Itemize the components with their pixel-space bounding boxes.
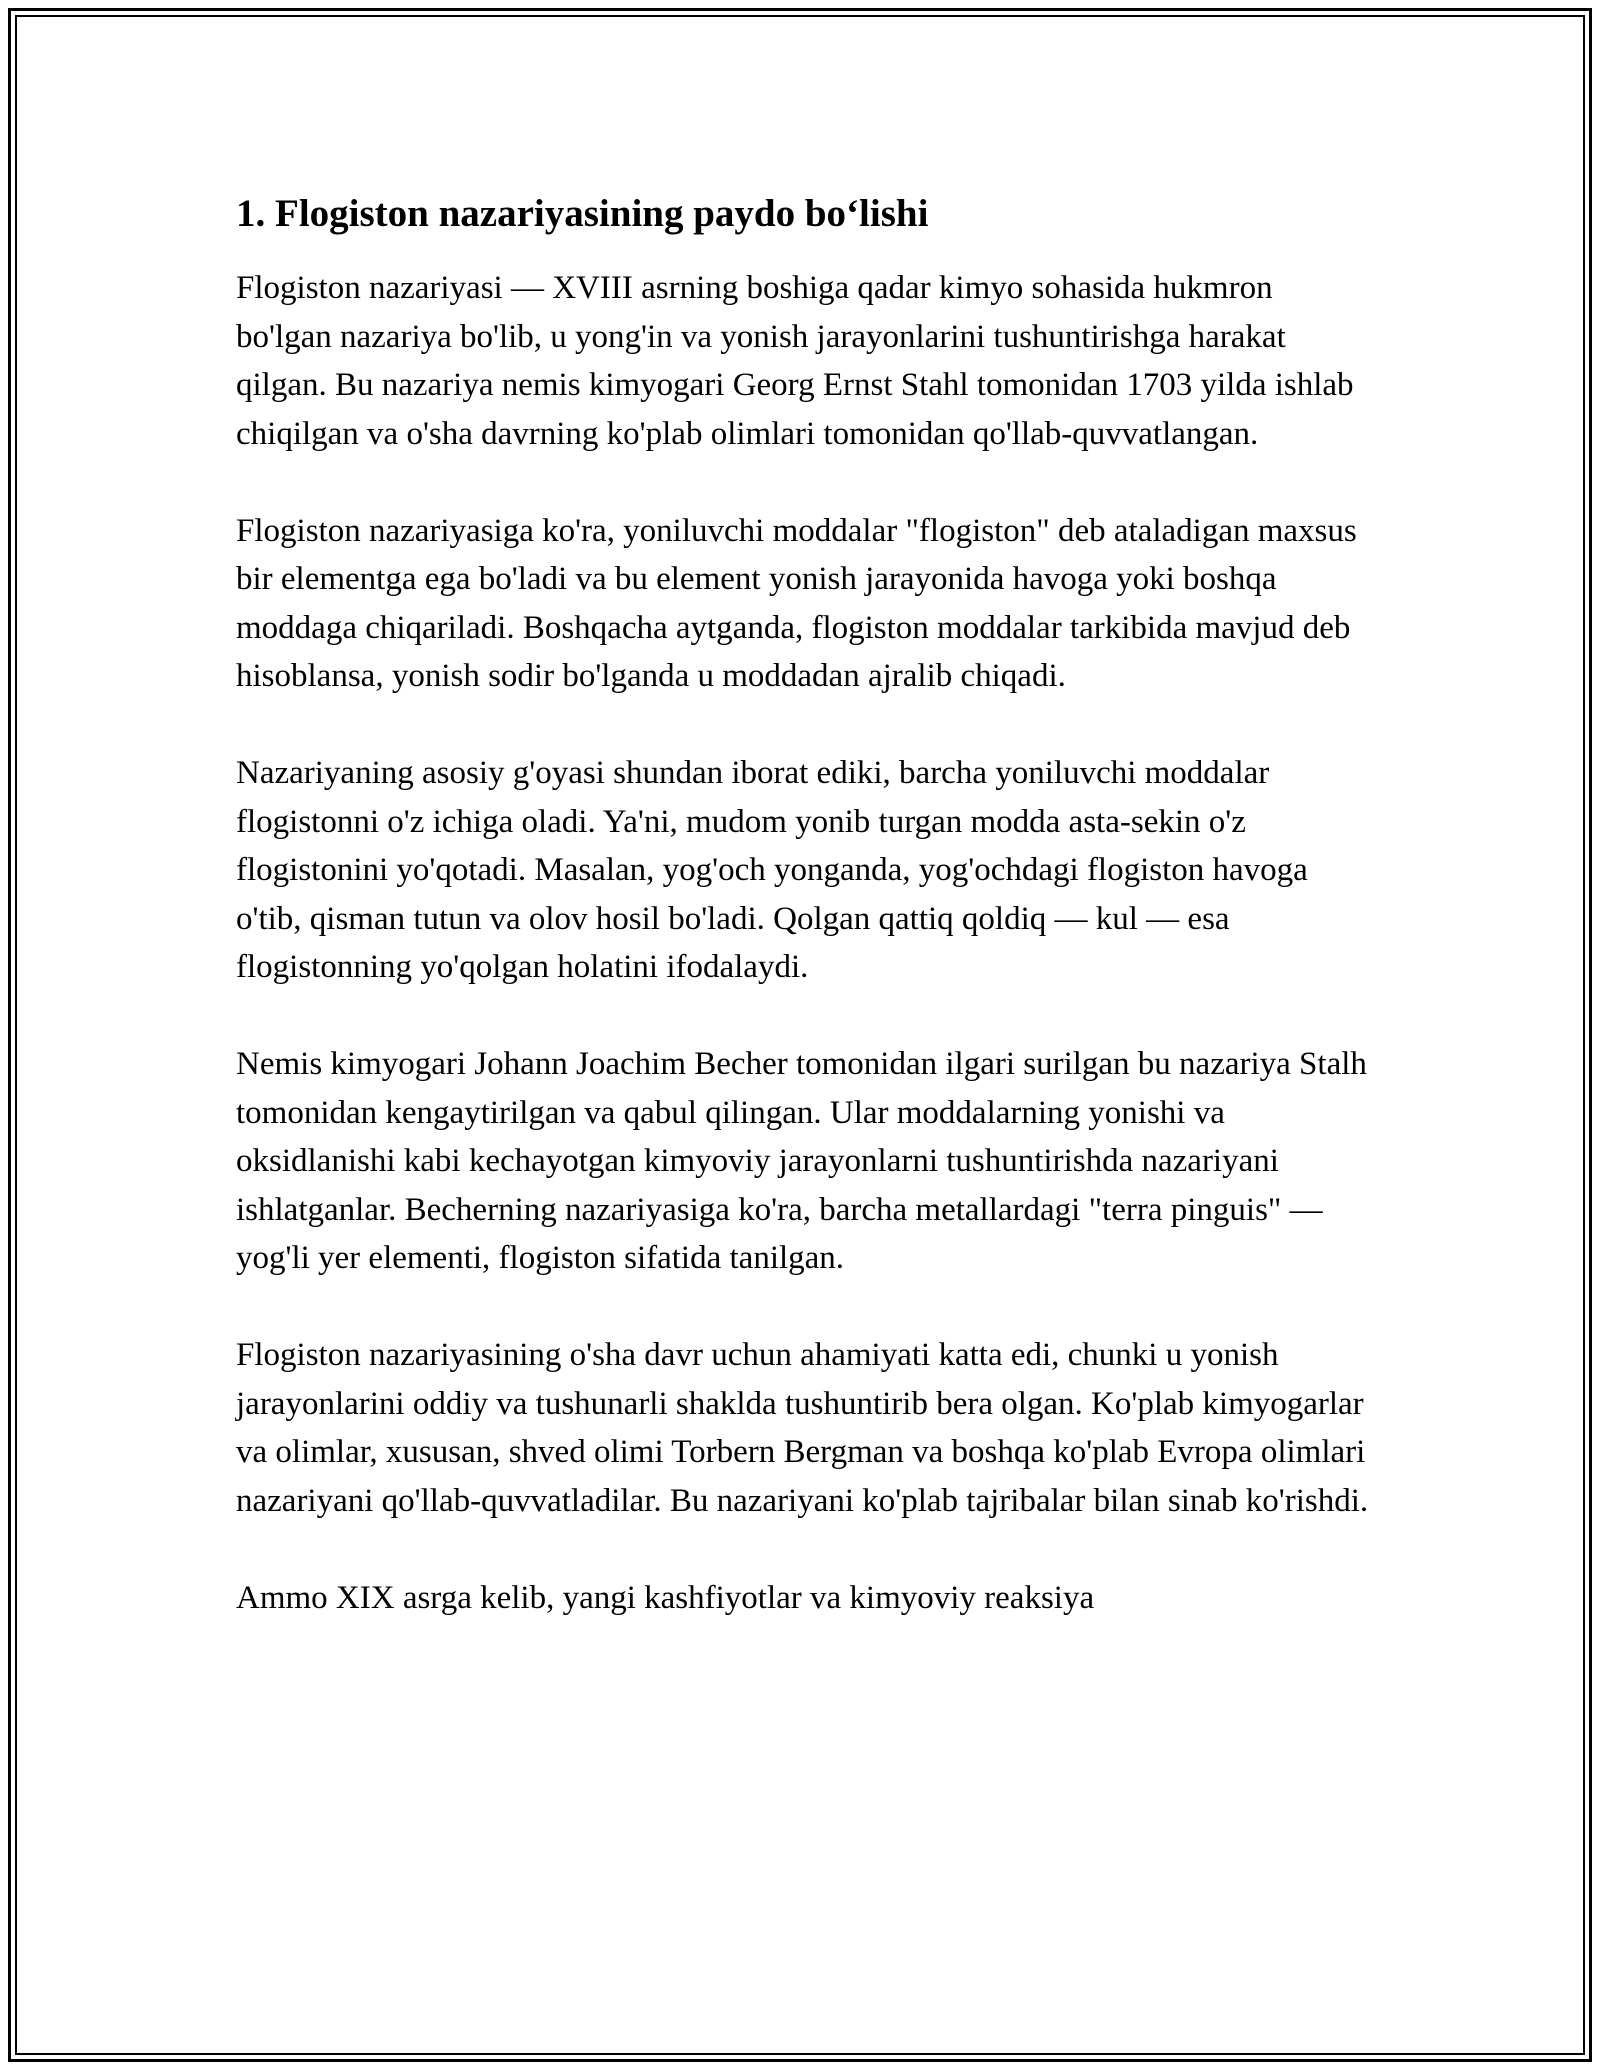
document-body bbox=[236, 188, 1376, 1671]
paragraph-6: Ammo XIX asrga kelib, yangi kashfiyotlar va kimyoviy reaksiya bbox=[236, 1579, 1095, 1616]
paragraph-4: Nemis kimyogari Johann Joachim Becher tomonidan ilgari surilgan bu nazariya Stalh tomonidan kengaytirilgan va qabul qilingan. Ular moddalarning yonishi va oksidlanishi kabi kechayotgan kimyoviy jarayonlarni tushuntirishda nazariyani ishlatganlar. Becherning nazariyasiga ko'ra, barcha metallardagi "terra pinguis" — yog'li yer elementi, flogiston sifatida tanilgan. bbox=[236, 1046, 1367, 1276]
paragraph-3: Nazariyaning asosiy g'oyasi shundan iborat ediki, barcha yoniluvchi moddalar flogistonni o'z ichiga oladi. Ya'ni, mudom yonib turgan modda asta-sekin o'z flogistonini yo'qotadi. Masalan, yog'och yonganda, yog'ochdagi flogiston havoga o'tib, qisman tutun va olov hosil bo'ladi. Qolgan qattiq qoldiq — kul — esa flogistonning yo'qolgan holatini ifodalaydi. bbox=[236, 755, 1308, 985]
paragraph-1: Flogiston nazariyasi — XVIII asrning boshiga qadar kimyo sohasida hukmron bo'lgan nazariya bo'lib, u yong'in va yonish jarayonlarini tushuntirishga harakat qilgan. Bu nazariya nemis kimyogari Georg Ernst Stahl tomonidan 1703 yilda ishlab chiqilgan va o'sha davrning ko'plab olimlari tomonidan qo'llab-quvvatlangan. bbox=[236, 270, 1354, 452]
paragraph-5: Flogiston nazariyasining o'sha davr uchun ahamiyati katta edi, chunki u yonish jarayonlarini oddiy va tushunarli shaklda tushuntirib bera olgan. Ko'plab kimyogarlar va olimlar, xususan, shved olimi Torbern Bergman va boshqa ko'plab Evropa olimlari nazariyani qo'llab-quvvatladilar. Bu nazariyani ko'plab tajribalar bilan sinab ko'rishdi. bbox=[236, 1337, 1369, 1519]
paragraph-2: Flogiston nazariyasiga ko'ra, yoniluvchi moddalar "flogiston" deb ataladigan maxsus bir elementga ega bo'ladi va bu element yonish jarayonida havoga yoki boshqa moddaga chiqariladi. Boshqacha aytganda, flogiston moddalar tarkibida mavjud deb hisoblansa, yonish sodir bo'lganda u moddadan ajralib chiqadi. bbox=[236, 512, 1357, 694]
document-title: 1. Flogiston nazariyasining paydo bo‘lishi bbox=[236, 192, 929, 235]
